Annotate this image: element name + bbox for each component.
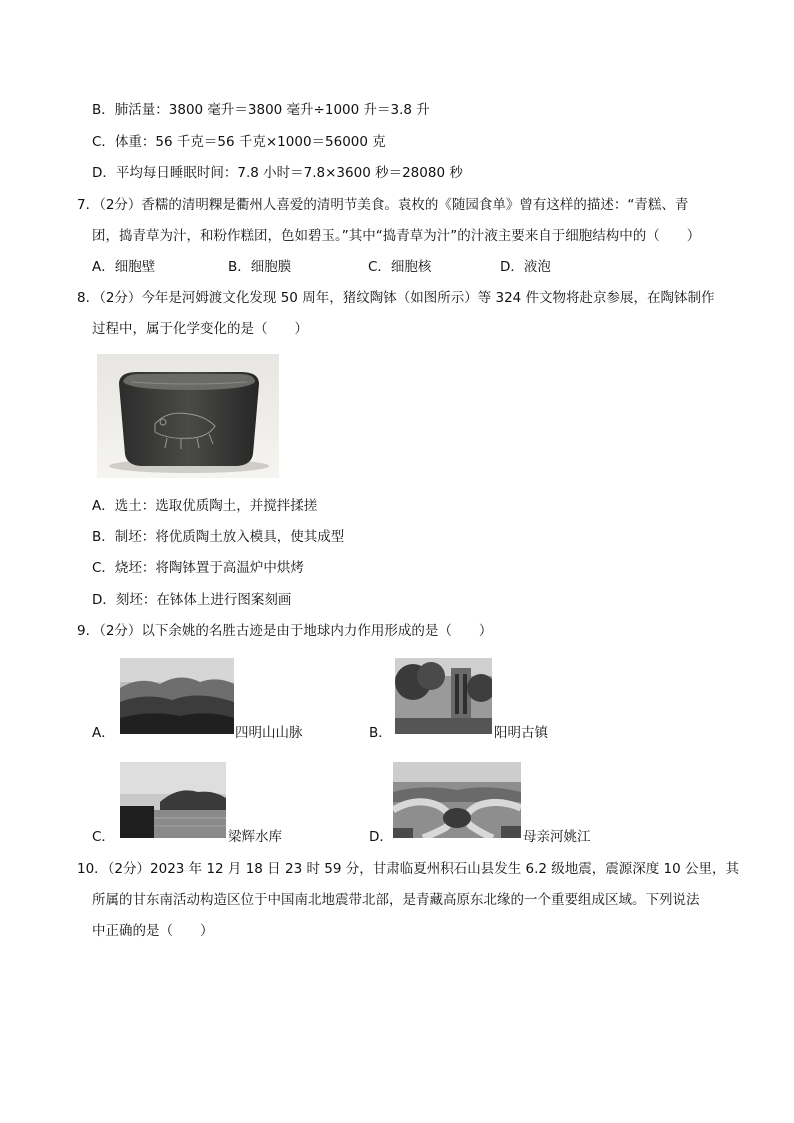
q7-option-d: D．液泡 <box>500 259 551 275</box>
q7-option-b: B．细胞膜 <box>228 259 292 275</box>
q6-option-b: B．肺活量：3800 毫升＝3800 毫升÷1000 升＝3.8 升 <box>92 102 430 118</box>
q9-option-d-letter: D． <box>369 829 393 845</box>
q6-option-c: C．体重：56 千克＝56 千克×1000＝56000 克 <box>92 134 386 150</box>
q7-stem-line1: 7．（2分）香糯的清明粿是衢州人喜爱的清明节美食。袁枚的《随园食单》曾有这样的描述：“青糕、青 <box>77 197 689 213</box>
yaojiang-river-image <box>393 762 521 838</box>
yangming-town-image <box>395 658 492 734</box>
siming-mountain-image <box>120 658 234 734</box>
q8-stem-line1: 8．（2分）今年是河姆渡文化发现 50 周年，猪纹陶钵（如图所示）等 324 件文物将赴京参展，在陶钵制作 <box>77 290 715 306</box>
q9-option-c-letter: C． <box>92 829 115 845</box>
q8-option-b: B．制坯：将优质陶土放入模具，使其成型 <box>92 529 345 545</box>
q8-option-c: C．烧坯：将陶钵置于高温炉中烘烤 <box>92 560 304 576</box>
q9-stem: 9．（2分）以下余姚的名胜古迹是由于地球内力作用形成的是（ ） <box>77 623 493 639</box>
q7-option-c: C．细胞核 <box>368 259 432 275</box>
q9-option-b-letter: B． <box>369 725 392 741</box>
q7-stem-line2: 团，捣青草为汁，和粉作糕团，色如碧玉。”其中“捣青草为汁”的汁液主要来自于细胞结构中的（ ） <box>92 228 701 244</box>
q9-option-b-caption: 阳明古镇 <box>494 725 548 741</box>
q10-stem-line2: 所属的甘东南活动构造区位于中国南北地震带北部，是青藏高原东北缘的一个重要组成区域。下列说法 <box>92 892 700 908</box>
pottery-bowl-image <box>97 354 279 478</box>
q9-option-a-letter: A． <box>92 725 115 741</box>
q10-stem-line1: 10．（2分）2023 年 12 月 18 日 23 时 59 分，甘肃临夏州积石山县发生 6.2 级地震，震源深度 10 公里，其 <box>77 861 740 877</box>
q7-option-a: A．细胞壁 <box>92 259 156 275</box>
q8-option-d: D．刻坯：在钵体上进行图案刻画 <box>92 592 292 608</box>
q6-option-d: D．平均每日睡眠时间：7.8 小时＝7.8×3600 秒＝28080 秒 <box>92 165 463 181</box>
q10-stem-line3: 中正确的是（ ） <box>92 923 214 939</box>
q9-option-a-caption: 四明山山脉 <box>235 725 303 741</box>
q8-option-a: A．选土：选取优质陶土，并搅拌揉搓 <box>92 498 318 514</box>
q9-option-d-caption: 母亲河姚江 <box>523 829 591 845</box>
lianghui-reservoir-image <box>120 762 226 838</box>
q9-option-c-caption: 梁辉水库 <box>228 829 282 845</box>
q8-stem-line2: 过程中，属于化学变化的是（ ） <box>92 321 308 337</box>
